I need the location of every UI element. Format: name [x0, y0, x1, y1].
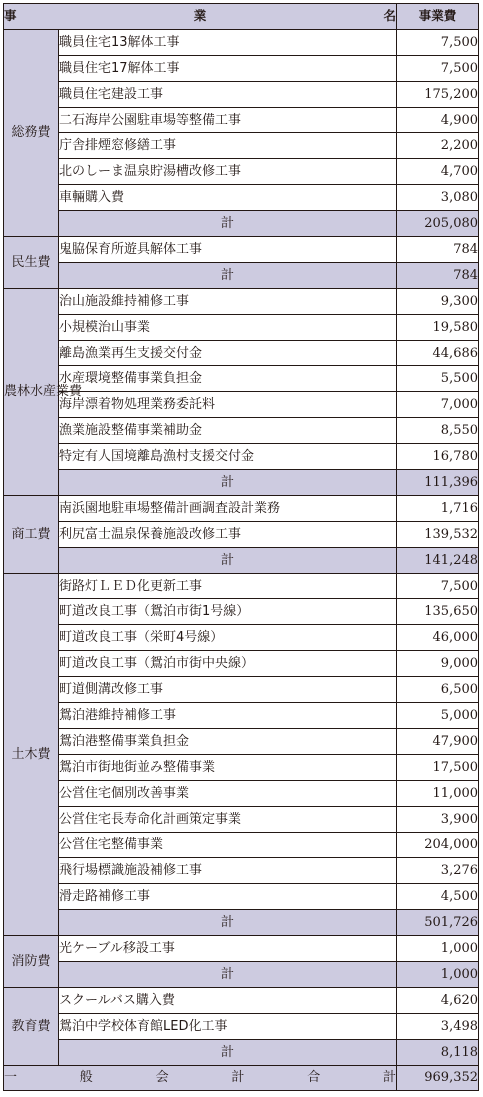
project-cost: 139,532	[397, 521, 479, 547]
subtotal-label: 計	[59, 1039, 397, 1065]
table-row	[4, 340, 479, 366]
project-cost: 8,550	[397, 418, 479, 444]
project-name: 南浜園地駐車場整備計画調査設計業務	[59, 495, 397, 521]
project-cost: 5,000	[397, 703, 479, 729]
table-row	[4, 703, 479, 729]
table-row	[4, 806, 479, 832]
project-cost: 4,500	[397, 884, 479, 910]
project-name: 特定有人国境離島漁村支援交付金	[59, 444, 397, 470]
table-row	[4, 314, 479, 340]
project-name: 職員住宅13解体工事	[59, 29, 397, 55]
project-name: 車輛購入費	[59, 185, 397, 211]
category-label: 消防費	[4, 936, 59, 988]
table-row	[4, 573, 479, 599]
table-row	[4, 495, 479, 521]
project-name: 庁舎排煙窓修繕工事	[59, 133, 397, 159]
grand-total-label: 一般会計合計	[4, 1065, 397, 1091]
table-row	[4, 107, 479, 133]
subtotal-value: 784	[397, 262, 479, 288]
table-row	[4, 625, 479, 651]
subtotal-row	[4, 262, 479, 288]
subtotal-value: 501,726	[397, 910, 479, 936]
table-row	[4, 677, 479, 703]
project-cost: 7,500	[397, 29, 479, 55]
project-cost: 16,780	[397, 444, 479, 470]
table-row	[4, 159, 479, 185]
project-name: 鴛泊中学校体育館LED化工事	[59, 1013, 397, 1039]
subtotal-label: 計	[59, 961, 397, 987]
project-cost: 47,900	[397, 728, 479, 754]
project-cost: 6,500	[397, 677, 479, 703]
project-cost: 135,650	[397, 599, 479, 625]
table-row	[4, 780, 479, 806]
project-name: 町道改良工事（鴛泊市街中央線）	[59, 651, 397, 677]
project-name: 公営住宅個別改善事業	[59, 780, 397, 806]
project-cost: 204,000	[397, 832, 479, 858]
table-row	[4, 987, 479, 1013]
project-name: 職員住宅17解体工事	[59, 55, 397, 81]
category-label: 教育費	[4, 987, 59, 1065]
table-row	[4, 133, 479, 159]
project-name: 鬼脇保育所遊具解体工事	[59, 237, 397, 263]
project-name: 水産環境整備事業負担金	[59, 366, 397, 392]
project-cost: 46,000	[397, 625, 479, 651]
project-name: スクールバス購入費	[59, 987, 397, 1013]
project-name: 治山施設維持補修工事	[59, 288, 397, 314]
table-row	[4, 185, 479, 211]
project-cost: 5,500	[397, 366, 479, 392]
header-row	[4, 4, 479, 30]
subtotal-label: 計	[59, 547, 397, 573]
project-name: 利尻富士温泉保養施設改修工事	[59, 521, 397, 547]
project-name: 鴛泊市街地街並み整備事業	[59, 754, 397, 780]
table-row	[4, 651, 479, 677]
project-name: 公営住宅整備事業	[59, 832, 397, 858]
subtotal-label: 計	[59, 211, 397, 237]
category-label: 民生費	[4, 237, 59, 289]
table-row	[4, 599, 479, 625]
table-row	[4, 884, 479, 910]
subtotal-value: 141,248	[397, 547, 479, 573]
project-cost: 3,900	[397, 806, 479, 832]
table-row	[4, 832, 479, 858]
project-name: 漁業施設整備事業補助金	[59, 418, 397, 444]
project-name: 北のしーま温泉貯湯槽改修工事	[59, 159, 397, 185]
table-row	[4, 444, 479, 470]
project-name: 小規模治山事業	[59, 314, 397, 340]
project-cost: 3,498	[397, 1013, 479, 1039]
subtotal-label: 計	[59, 470, 397, 496]
project-cost: 4,700	[397, 159, 479, 185]
project-cost: 44,686	[397, 340, 479, 366]
table-row	[4, 858, 479, 884]
table-row	[4, 754, 479, 780]
project-name: 離島漁業再生支援交付金	[59, 340, 397, 366]
project-name: 飛行場標識施設補修工事	[59, 858, 397, 884]
project-cost: 1,716	[397, 495, 479, 521]
table-row	[4, 521, 479, 547]
project-cost: 784	[397, 237, 479, 263]
table-body	[4, 29, 479, 1091]
project-cost: 9,300	[397, 288, 479, 314]
table-row	[4, 418, 479, 444]
subtotal-label: 計	[59, 910, 397, 936]
project-name: 光ケーブル移設工事	[59, 936, 397, 962]
project-name: 二石海岸公園駐車場等整備工事	[59, 107, 397, 133]
table-row	[4, 1013, 479, 1039]
subtotal-row	[4, 470, 479, 496]
project-cost: 2,200	[397, 133, 479, 159]
project-cost: 7,000	[397, 392, 479, 418]
project-cost: 175,200	[397, 81, 479, 107]
project-cost: 9,000	[397, 651, 479, 677]
table-row	[4, 29, 479, 55]
subtotal-row	[4, 961, 479, 987]
category-label: 総務費	[4, 29, 59, 236]
project-cost: 3,080	[397, 185, 479, 211]
subtotal-value: 1,000	[397, 961, 479, 987]
subtotal-row	[4, 547, 479, 573]
project-cost: 1,000	[397, 936, 479, 962]
category-label: 農林水産業費	[4, 288, 59, 495]
subtotal-row	[4, 910, 479, 936]
project-name: 鴛泊港維持補修工事	[59, 703, 397, 729]
project-name: 職員住宅建設工事	[59, 81, 397, 107]
subtotal-row	[4, 1039, 479, 1065]
project-cost: 3,276	[397, 858, 479, 884]
project-name: 町道側溝改修工事	[59, 677, 397, 703]
project-cost: 4,620	[397, 987, 479, 1013]
project-cost-table	[3, 3, 479, 1091]
subtotal-value: 8,118	[397, 1039, 479, 1065]
header-project-name: 事 業 名	[4, 4, 397, 30]
table-row	[4, 936, 479, 962]
subtotal-row	[4, 211, 479, 237]
project-name: 公営住宅長寿命化計画策定事業	[59, 806, 397, 832]
project-cost: 7,500	[397, 55, 479, 81]
category-label: 土木費	[4, 573, 59, 935]
table-row	[4, 728, 479, 754]
category-label: 商工費	[4, 495, 59, 573]
subtotal-value: 111,396	[397, 470, 479, 496]
project-cost: 4,900	[397, 107, 479, 133]
project-name: 町道改良工事（鴛泊市街1号線）	[59, 599, 397, 625]
project-cost: 11,000	[397, 780, 479, 806]
table-row	[4, 81, 479, 107]
table-row	[4, 288, 479, 314]
project-name: 滑走路補修工事	[59, 884, 397, 910]
project-name: 鴛泊港整備事業負担金	[59, 728, 397, 754]
grand-total-value: 969,352	[397, 1065, 479, 1091]
subtotal-label: 計	[59, 262, 397, 288]
header-project-cost: 事業費	[397, 4, 479, 30]
grand-total-row	[4, 1065, 479, 1091]
project-cost: 19,580	[397, 314, 479, 340]
project-cost: 7,500	[397, 573, 479, 599]
project-cost: 17,500	[397, 754, 479, 780]
table-row	[4, 237, 479, 263]
subtotal-value: 205,080	[397, 211, 479, 237]
project-name: 街路灯ＬＥＤ化更新工事	[59, 573, 397, 599]
project-name: 町道改良工事（栄町4号線）	[59, 625, 397, 651]
project-name: 海岸漂着物処理業務委託料	[59, 392, 397, 418]
table-row	[4, 55, 479, 81]
